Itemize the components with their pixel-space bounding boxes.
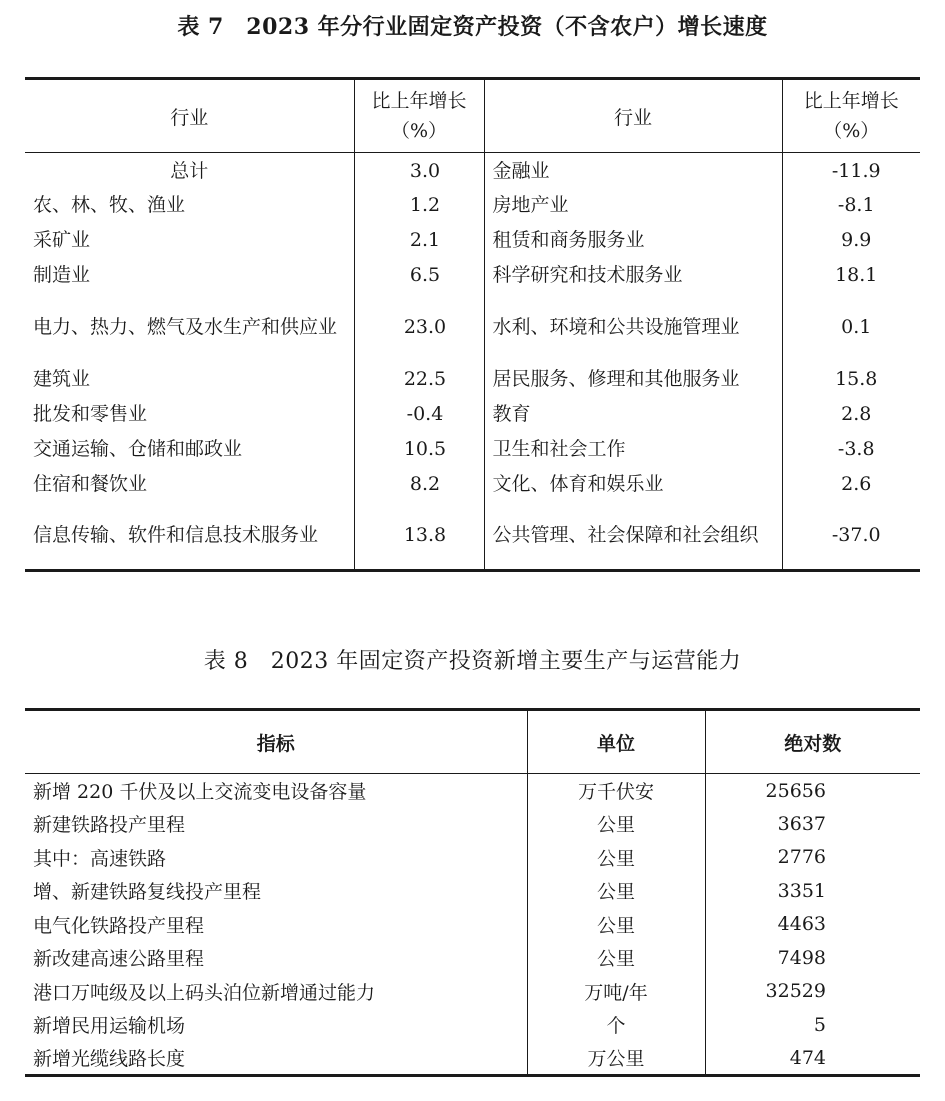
growth-value: 18.1 xyxy=(835,264,878,286)
unit: 公里 xyxy=(527,874,705,908)
growth-value: 9.9 xyxy=(841,229,872,251)
indicator-name: 其中：高速铁路 xyxy=(25,841,527,875)
growth-value: 13.8 xyxy=(354,502,484,571)
growth-header-line2-right: （%） xyxy=(823,120,880,142)
table-row xyxy=(25,362,920,397)
absolute-value: 4463 xyxy=(777,913,826,936)
table-row xyxy=(25,841,920,875)
column-header-industry: 行业 xyxy=(25,79,354,153)
unit: 万公里 xyxy=(527,1042,705,1076)
industry-name: 建筑业 xyxy=(25,362,354,397)
industry-name: 公共管理、社会保障和社会组织 xyxy=(484,502,782,571)
growth-value: 15.8 xyxy=(835,368,878,390)
table-row xyxy=(25,774,920,808)
table-row xyxy=(25,258,920,293)
indicator-name: 港口万吨级及以上码头泊位新增通过能力 xyxy=(25,975,527,1009)
industry-name: 金融业 xyxy=(484,153,782,188)
column-header-indicator: 指标 xyxy=(25,710,527,774)
absolute-value: 474 xyxy=(789,1046,826,1069)
growth-value: -3.8 xyxy=(837,438,875,460)
growth-value: 2.8 xyxy=(841,403,872,425)
industry-name: 总计 xyxy=(25,153,354,188)
industry-name: 文化、体育和娱乐业 xyxy=(484,467,782,502)
indicator-name: 电气化铁路投产里程 xyxy=(25,908,527,942)
indicator-name: 增、新建铁路复线投产里程 xyxy=(25,874,527,908)
absolute-value: 25656 xyxy=(765,779,826,802)
industry-growth-table xyxy=(25,77,920,572)
table-row xyxy=(25,807,920,841)
table-header-row xyxy=(25,710,920,774)
unit: 万千伏安 xyxy=(527,774,705,808)
unit: 公里 xyxy=(527,908,705,942)
unit: 公里 xyxy=(527,941,705,975)
industry-name: 制造业 xyxy=(25,258,354,293)
industry-name: 农、林、牧、渔业 xyxy=(25,188,354,223)
absolute-value: 2776 xyxy=(777,846,826,869)
industry-name: 采矿业 xyxy=(25,223,354,258)
table-row xyxy=(25,153,920,188)
growth-value: 3.0 xyxy=(354,153,484,188)
growth-value: -8.1 xyxy=(837,194,875,216)
absolute-value: 5 xyxy=(813,1013,826,1036)
table-header-row xyxy=(25,79,920,153)
table-row xyxy=(25,293,920,362)
industry-name: 卫生和社会工作 xyxy=(484,432,782,467)
industry-name: 教育 xyxy=(484,397,782,432)
column-header-growth-right xyxy=(782,79,920,153)
unit: 个 xyxy=(527,1008,705,1042)
growth-value: 10.5 xyxy=(354,432,484,467)
growth-header-line2: （%） xyxy=(390,120,448,142)
indicator-name: 新增 220 千伏及以上交流变电设备容量 xyxy=(25,774,527,808)
indicator-name: 新增光缆线路长度 xyxy=(25,1042,527,1076)
indicator-name: 新增民用运输机场 xyxy=(25,1008,527,1042)
table7-title: 表 7 2023 年分行业固定资产投资（不含农户）增长速度 xyxy=(177,14,768,40)
column-header-industry-right: 行业 xyxy=(484,79,782,153)
growth-header-line1-right: 比上年增长 xyxy=(803,90,899,112)
growth-value: 22.5 xyxy=(354,362,484,397)
growth-value: 6.5 xyxy=(354,258,484,293)
table-row xyxy=(25,188,920,223)
growth-value: -0.4 xyxy=(354,397,484,432)
growth-value: 2.6 xyxy=(841,473,872,495)
table-row xyxy=(25,397,920,432)
table-row xyxy=(25,432,920,467)
growth-value: -11.9 xyxy=(831,160,881,183)
table-row xyxy=(25,223,920,258)
industry-name: 交通运输、仓储和邮政业 xyxy=(25,432,354,467)
column-header-growth xyxy=(354,79,484,153)
table8-title: 表 8 2023 年固定资产投资新增主要生产与运营能力 xyxy=(203,649,742,674)
unit: 公里 xyxy=(527,841,705,875)
table-row xyxy=(25,874,920,908)
industry-name: 电力、热力、燃气及水生产和供应业 xyxy=(25,293,354,362)
table-row xyxy=(25,941,920,975)
growth-value: 23.0 xyxy=(354,293,484,362)
growth-value: 2.1 xyxy=(354,223,484,258)
growth-value: 8.2 xyxy=(354,467,484,502)
industry-name: 房地产业 xyxy=(484,188,782,223)
table-row xyxy=(25,1008,920,1042)
table-row xyxy=(25,975,920,1009)
column-header-unit: 单位 xyxy=(527,710,705,774)
industry-name: 水利、环境和公共设施管理业 xyxy=(484,293,782,362)
growth-value: 1.2 xyxy=(354,188,484,223)
growth-value: 0.1 xyxy=(841,316,872,338)
table-row xyxy=(25,908,920,942)
industry-name: 住宿和餐饮业 xyxy=(25,467,354,502)
growth-header-line1: 比上年增长 xyxy=(371,90,467,112)
industry-name: 批发和零售业 xyxy=(25,397,354,432)
table-row xyxy=(25,1042,920,1076)
unit: 万吨/年 xyxy=(527,975,705,1009)
indicator-name: 新建铁路投产里程 xyxy=(25,807,527,841)
industry-name: 租赁和商务服务业 xyxy=(484,223,782,258)
table-row xyxy=(25,502,920,571)
absolute-value: 3637 xyxy=(777,812,826,835)
indicator-name: 新改建高速公路里程 xyxy=(25,941,527,975)
absolute-value: 32529 xyxy=(765,980,826,1003)
column-header-absolute: 绝对数 xyxy=(705,710,920,774)
industry-name: 居民服务、修理和其他服务业 xyxy=(484,362,782,397)
industry-name: 信息传输、软件和信息技术服务业 xyxy=(25,502,354,571)
industry-name: 科学研究和技术服务业 xyxy=(484,258,782,293)
growth-value: -37.0 xyxy=(831,524,881,547)
capacity-table xyxy=(25,708,920,1077)
unit: 公里 xyxy=(527,807,705,841)
table-row xyxy=(25,467,920,502)
absolute-value: 7498 xyxy=(777,946,826,969)
absolute-value: 3351 xyxy=(777,879,826,902)
